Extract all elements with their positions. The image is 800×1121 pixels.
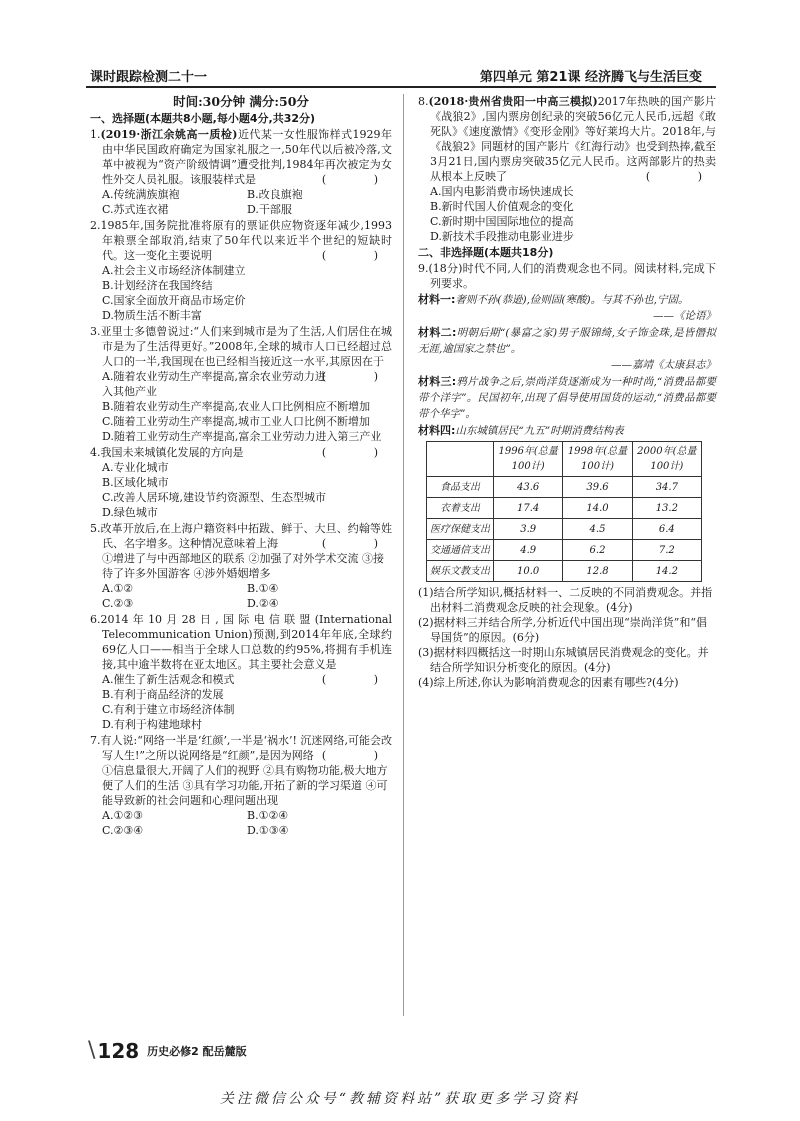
question-2: 2.1985年,国务院批准将原有的票证供应物资逐年减少,1993年粮票全部取消,结束了50年代以来近半个世纪的短缺时代。这一变化主要说明 ( ) A.社会主义市场经济体制建立 B.计划经济在我国终结 C.国家全面放开商品市场定价 D.物质生活不断丰富 xyxy=(90,219,400,322)
table-row: 交通通信支出 4.9 6.2 7.2 xyxy=(427,540,702,561)
time-limit: 时间:30分钟 满分:50分 xyxy=(173,94,309,109)
option-d: D.①③④ xyxy=(247,824,289,837)
option-d: D.②④ xyxy=(247,597,279,610)
page-footer xyxy=(88,1038,247,1063)
question-1: 1.(2019·浙江余姚高一质检)近代某一女性服饰样式1929年由中华民国政府确定为国家礼服之一,50年代以后被冷落,文革中被视为“资产阶级情调”遭受批判,1984年再次被定为女性外交人员礼服。该服装样式是 ( ) A.传统满族旗袍 B.改良旗袍 C.苏式连衣裙 D.干部服 xyxy=(90,128,400,216)
table-row: 医疗保健支出 3.9 4.5 6.4 xyxy=(427,519,702,540)
question-items: ①增进了与中西部地区的联系 ②加强了对外学术交流 ③接待了许多外国游客 ④涉外婚姻增多 xyxy=(102,552,384,580)
table-row: 食品支出 43.6 39.6 34.7 xyxy=(427,477,702,498)
material-2: 材料二:明朝后期“(暴富之家)男子服锦绮,女子饰金珠,是皆僭拟无涯,逾国家之禁也”。 xyxy=(418,326,716,355)
option-d: D.干部服 xyxy=(247,203,292,216)
left-column xyxy=(90,94,400,839)
option-a: A.传统满族旗袍 xyxy=(102,188,180,201)
sub-question-4: (4)综上所述,你认为影响消费观念的因素有哪些?(4分) xyxy=(418,676,679,689)
option-c: C.改善人居环境,建设节约资源型、生态型城市 xyxy=(102,491,327,504)
material-2-citation: ——嘉靖《太康县志》 xyxy=(611,359,716,371)
option-a: A.随着农业劳动生产率提高,富余农业劳动力进入其他产业 xyxy=(102,370,326,398)
option-a: A.①② xyxy=(102,582,134,595)
header-rule xyxy=(86,86,716,88)
option-c: C.国家全面放开商品市场定价 xyxy=(102,294,246,307)
option-d: D.有利于构建地球村 xyxy=(102,718,202,731)
answer-bracket: ( ) xyxy=(321,749,400,762)
option-b: B.①②④ xyxy=(247,809,289,822)
sub-question-2: (2)据材料三并结合所学,分析近代中国出现“崇尚洋货”和“倡导国货”的原因。(6分) xyxy=(418,616,707,644)
book-title: 历史必修2 配岳麓版 xyxy=(147,1044,247,1058)
option-b: B.①④ xyxy=(247,582,279,595)
option-c: C.新时期中国国际地位的提高 xyxy=(430,215,574,228)
option-c: C.苏式连衣裙 xyxy=(102,203,169,216)
sub-question-1: (1)结合所学知识,概括材料一、二反映的不同消费观念。并指出材料二消费观念反映的社会现象。(4分) xyxy=(418,586,713,614)
material-1: 材料一:奢则不孙(恭逊),俭则固(寒酸)。与其不孙也,宁固。 xyxy=(418,293,689,306)
question-source: (2018·贵州省贵阳一中高三模拟) xyxy=(428,95,598,108)
option-a: A.①②③ xyxy=(102,809,144,822)
option-d: D.新技术手段推动电影业进步 xyxy=(430,230,574,243)
table-header-row: 1996年(总量100计) 1998年(总量100计) 2000年(总量100计) xyxy=(427,442,702,477)
option-a: A.社会主义市场经济体制建立 xyxy=(102,264,246,277)
question-4: 4.我国未来城镇化发展的方向是 ( ) A.专业化城市 B.区域化城市 C.改善人居环境,建设节约资源型、生态型城市 D.绿色城市 xyxy=(90,446,400,519)
footer-slash-mark: \ xyxy=(88,1038,96,1063)
option-d: D.随着工业劳动生产率提高,富余工业劳动力进入第三产业 xyxy=(102,430,382,443)
section-choice-title: 一、选择题(本题共8小题,每小题4分,共32分) xyxy=(90,112,316,125)
option-a: A.国内电影消费市场快速成长 xyxy=(430,185,574,198)
option-c: C.②③④ xyxy=(102,824,144,837)
option-b: B.改良旗袍 xyxy=(247,188,303,201)
option-c: C.②③ xyxy=(102,597,134,610)
page-number: 128 xyxy=(97,1038,140,1063)
option-c: C.有利于建立市场经济体制 xyxy=(102,703,235,716)
option-d: D.绿色城市 xyxy=(102,506,158,519)
question-3: 3.亚里士多德曾说过:“人们来到城市是为了生活,人们居住在城市是为了生活得更好。”2008年,全球的城市人口已经超过总人口的一半,我国现在也已经相当接近这一水平,其原因在于 ( ) A.随着农业劳动生产率提高,富余农业劳动力进入其他产业 B.随着农业劳动生产率提高,农业人口比例相应不断增加 C.随着工业劳动生产率提高,城市工业人口比例不断增加 D.随着工业劳动生产率提高,富余工业劳动力进入第三产业 xyxy=(90,325,400,443)
option-b: B.随着农业劳动生产率提高,农业人口比例相应不断增加 xyxy=(102,400,371,413)
question-5: 5.改革开放后,在上海户籍资料中拓跋、鲜于、大旦、约翰等姓氏、名字增多。这种情况意味着上海 ( ) ①增进了与中西部地区的联系 ②加强了对外学术交流 ③接待了许多外国游客 ④涉外婚姻增多 A.①② B.①④ C.②③ D.②④ xyxy=(90,522,400,610)
material-3: 材料三:鸦片战争之后,崇尚洋货逐渐成为一种时尚,“消费品都要带个洋字”。民国初年,出现了倡导使用国货的运动,“消费品都要带个华字”。 xyxy=(418,375,716,420)
option-b: B.有利于商品经济的发展 xyxy=(102,688,224,701)
sub-question-3: (3)据材料四概括这一时期山东城镇居民消费观念的变化。并结合所学知识分析变化的原因。(4分) xyxy=(418,646,709,674)
answer-bracket: ( ) xyxy=(321,673,400,686)
material-4: 材料四:山东城镇居民“九五”时期消费结构表 xyxy=(418,424,624,437)
table-row: 衣着支出 17.4 14.0 13.2 xyxy=(427,498,702,519)
option-b: B.区域化城市 xyxy=(102,476,169,489)
answer-bracket: ( ) xyxy=(321,537,400,550)
answer-bracket: ( ) xyxy=(321,370,400,383)
option-a: A.催生了新生活观念和模式 xyxy=(102,673,235,686)
question-6: 6.2014年10月28日,国际电信联盟(International Telecommunication Union)预测,到2014年年底,全球约69亿人口——相当于全球人口总数的约95%,将拥有手机连接,其中逾半数将在亚太地区。其主要社会意义是 ( ) A.催生了新生活观念和模式 B.有利于商品经济的发展 C.有利于建立市场经济体制 D.有利于构建地球村 xyxy=(90,613,400,731)
question-source: (2019·浙江余姚高一质检) xyxy=(100,128,238,141)
option-a: A.专业化城市 xyxy=(102,461,169,474)
option-c: C.随着工业劳动生产率提高,城市工业人口比例不断增加 xyxy=(102,415,371,428)
consumption-table xyxy=(426,441,702,582)
answer-bracket: ( ) xyxy=(321,173,400,186)
material-1-citation: ——《论语》 xyxy=(653,310,716,322)
option-d: D.物质生活不断丰富 xyxy=(102,309,202,322)
section-essay-title: 二、非选择题(本题共18分) xyxy=(418,246,554,259)
question-items: ①信息量很大,开阔了人们的视野 ②具有购物功能,极大地方便了人们的生活 ③具有学习功能,开拓了新的学习渠道 ④可能导致新的社会问题和心理问题出现 xyxy=(102,764,388,807)
question-7: 7.有人说:“网络一半是‘红颜’,一半是‘祸水’! 沉迷网络,可能会改写人生!”之所以说网络是“红颜”,是因为网络 ( ) ①信息量很大,开阔了人们的视野 ②具有购物功能,极大地方便了人们的生活 ③具有学习功能,开拓了新的学习渠道 ④可能导致新的社会问题和心理问题出现 A.①②③ B.①②④ C.②③④ D.①③④ xyxy=(90,734,400,837)
answer-bracket: ( ) xyxy=(645,170,724,183)
handwritten-note: 关注微信公众号“教辅资料站”获取更多学习资料 xyxy=(219,1091,581,1107)
header-right: 第四单元 第21课 经济腾飞与生活巨变 xyxy=(479,70,702,85)
right-column xyxy=(418,94,724,691)
question-8: 8.(2018·贵州省贵阳一中高三模拟)2017年热映的国产影片《战狼2》,国内票房创纪录的突破56亿元人民币,远超《敢死队》《速度激情》《变形金刚》等好莱坞大片。2018年,与《战狼2》同题材的国产影片《红海行动》也受到热捧,截至3月21日,国内票房突破35亿元人民币。这两部影片的热卖从根本上反映了 ( ) A.国内电影消费市场快速成长 B.新时代国人价值观念的变化 C.新时期中国国际地位的提高 D.新技术手段推动电影业进步 xyxy=(418,95,724,243)
table-row: 娱乐文教支出 10.0 12.8 14.2 xyxy=(427,561,702,582)
option-b: B.新时代国人价值观念的变化 xyxy=(430,200,574,213)
answer-bracket: ( ) xyxy=(321,249,400,262)
question-9: 9.(18分)时代不同,人们的消费观念也不同。阅读材料,完成下列要求。 材料一:奢则不孙(恭逊),俭则固(寒酸)。与其不孙也,宁固。 ——《论语》 材料二:明朝后期“(暴富之家)男子服锦绮,女子饰金珠,是皆僭拟无涯,逾国家之禁也”。 ——嘉靖《太康县志》 材料三:鸦片战争之后,崇尚洋货逐渐成为一种时尚,“消费品都要带个洋字”。民国初年,出现了倡导使用国货的运动,“消费品都要带个华字”。 材料四:山东城镇居民“九五”时期消费结构表 1996年(总量100计) 1998年(总量100计) 2000年(总量100计) 食品支出 43.6 39.6 34.7 衣着支出 17.4 14.0 13.2 医疗保健支出 3.9 4.5 6.4 交通通信支出 4.9 6.2 7.2 娱乐文教支出 10.0 12.8 14.2 (1)结合所学知识,概括材料一、二反映的不同消费观念。并指出材料二消费观念反映的社会现象。(4分) (2)据材料三并结合所学,分析近代中国出现“崇尚洋货”和“倡导国货”的原因。(6分) (3)据材料四概括这一时期山东城镇居民消费观念的变化。并结合所学知识分析变化的原因。(4分) (4)综上所述,你认为影响消费观念的因素有哪些?(4分) xyxy=(418,262,716,689)
column-divider xyxy=(403,94,404,1016)
option-b: B.计划经济在我国终结 xyxy=(102,279,213,292)
answer-bracket: ( ) xyxy=(321,446,400,459)
header-left: 课时跟踪检测二十一 xyxy=(90,70,208,85)
